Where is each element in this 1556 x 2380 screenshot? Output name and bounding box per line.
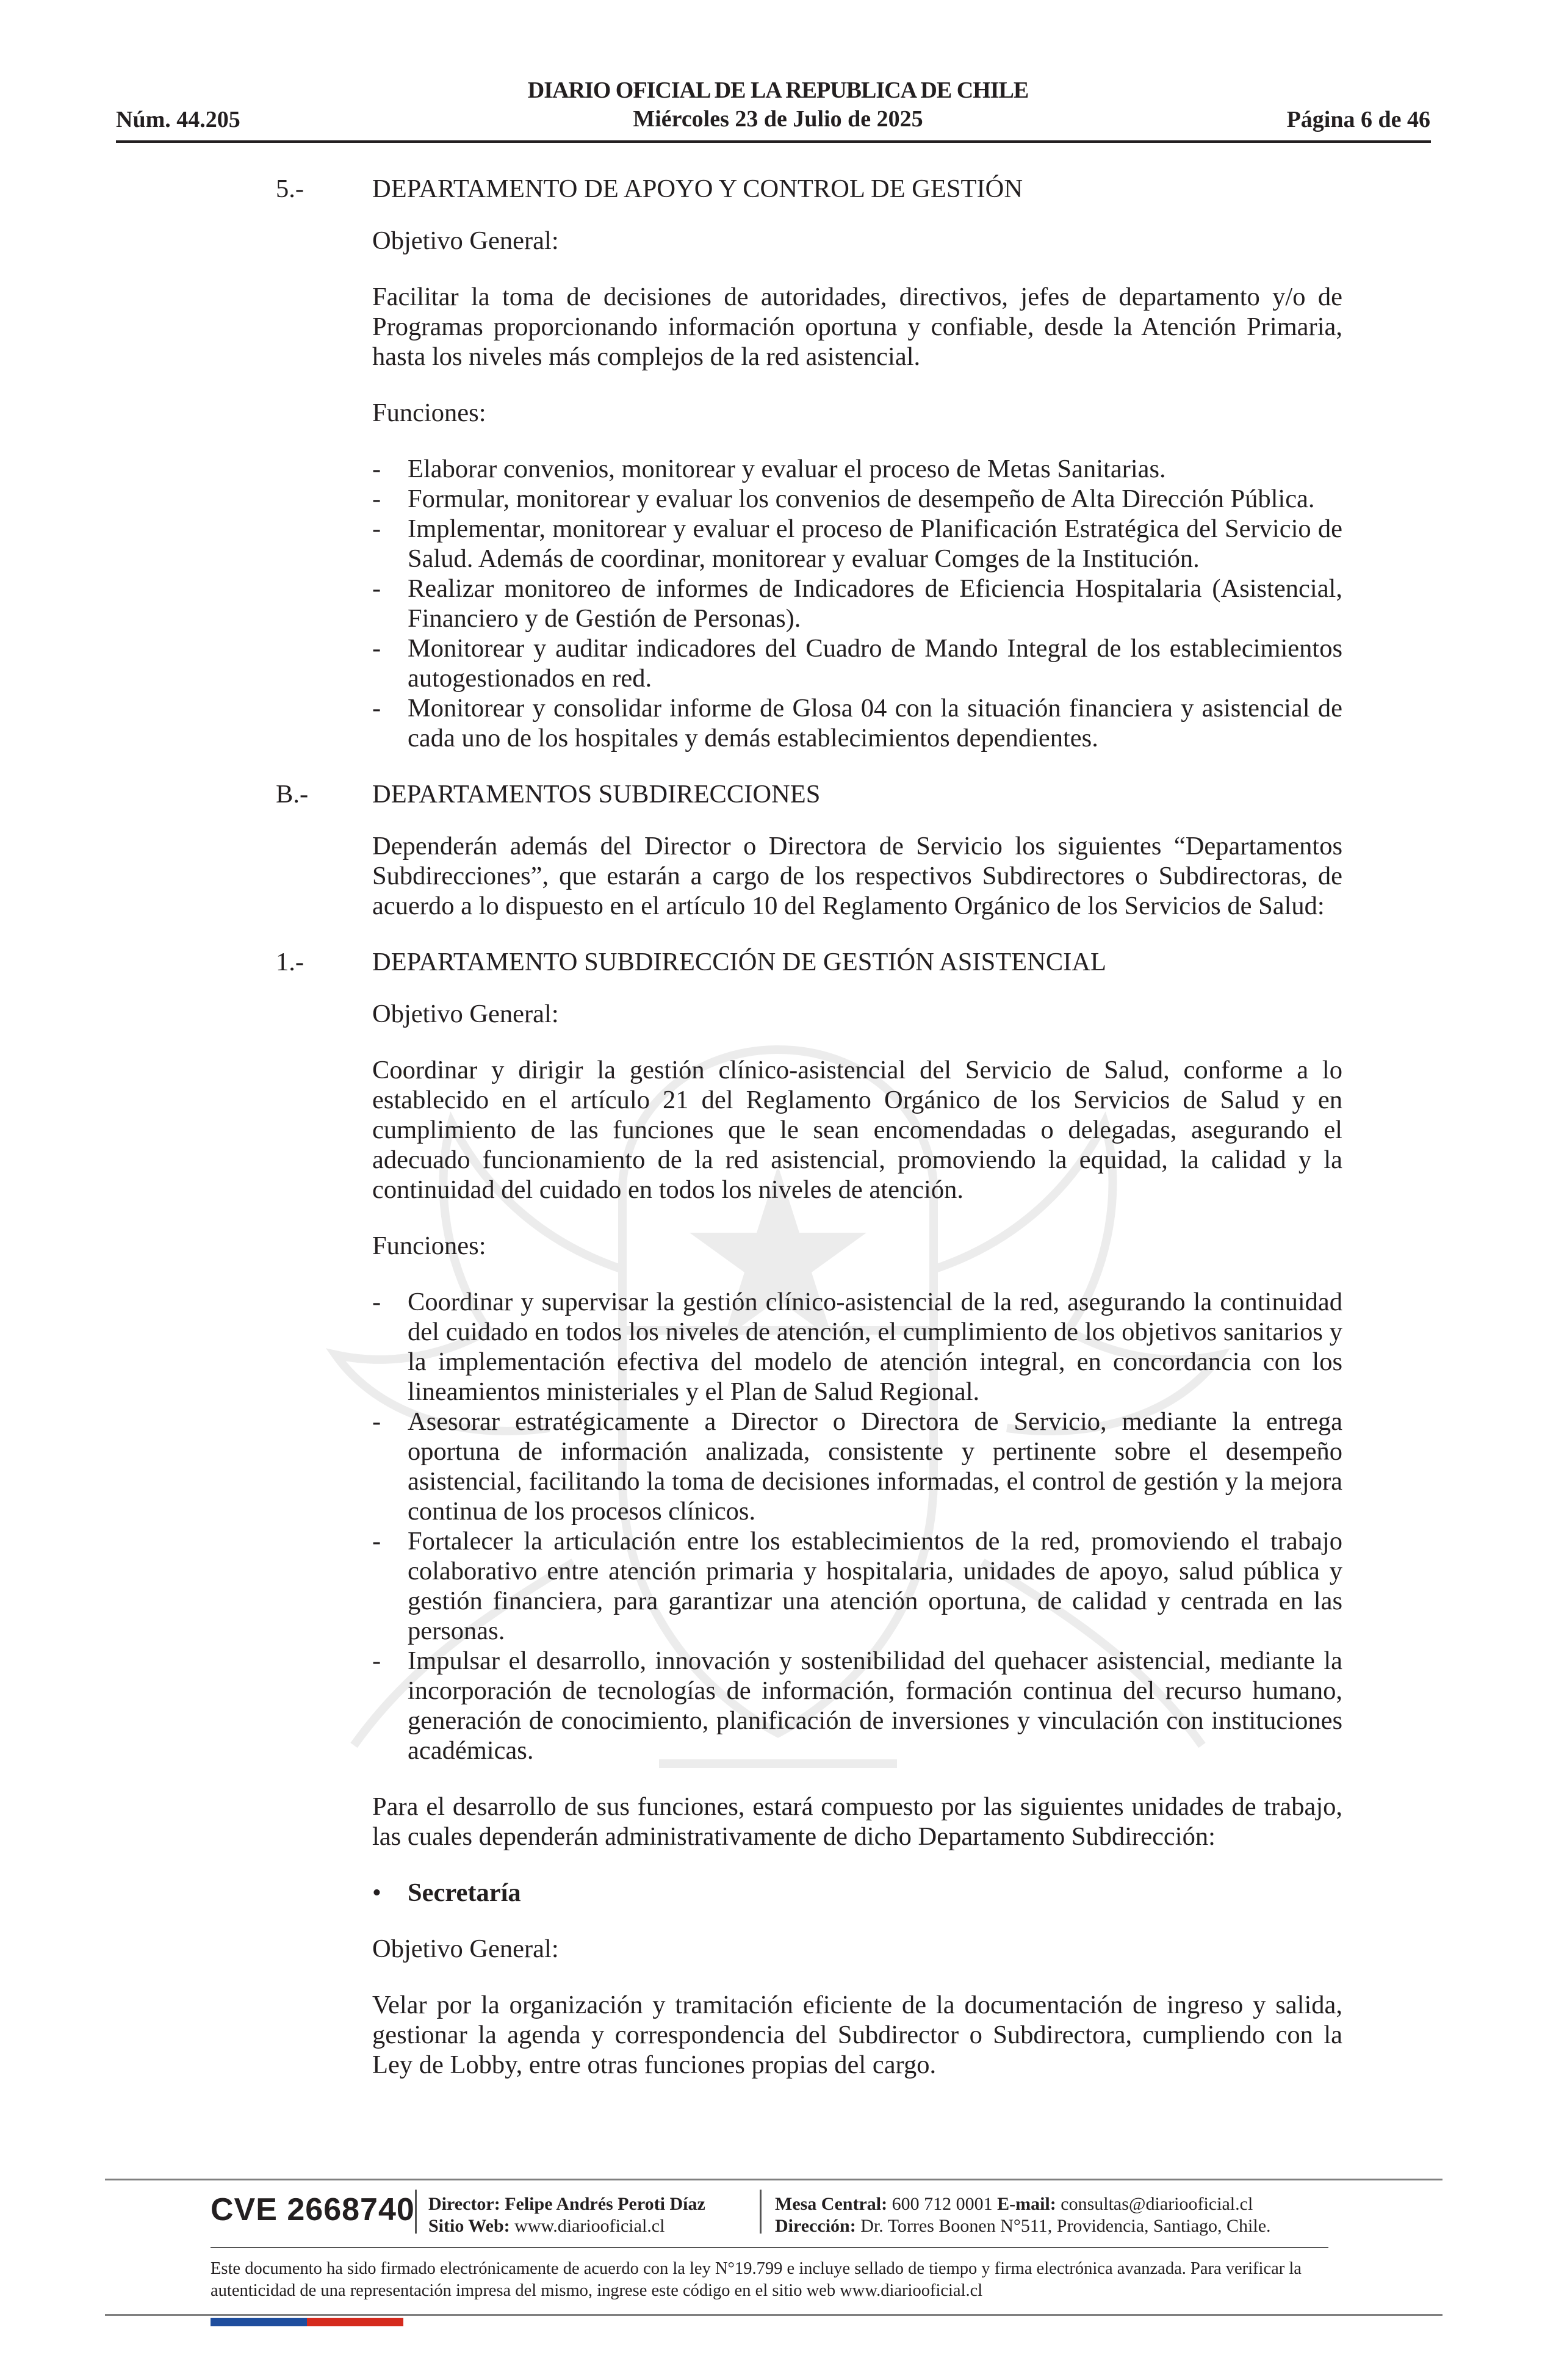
list-item: - Coordinar y supervisar la gestión clínico-asistencial de la red, asegurando la continuidad del cuidado en todos los niveles de atención, el cumplimiento de los objetivos sanitarios y la implementación efectiva del modelo de atención integral, en concordancia con los lineamientos ministeriales y el Plan de Salud Regional. xyxy=(372,1287,1342,1407)
units-intro: Para el desarrollo de sus funciones, estará compuesto por las siguientes unidades de trabajo, las cuales dependerán administrativamente de dicho Departamento Subdirección: xyxy=(372,1792,1342,1851)
bullet-icon: • xyxy=(372,1878,381,1907)
document-body xyxy=(276,174,1342,2106)
objective-label: Objetivo General: xyxy=(372,1000,559,1028)
section-b-heading xyxy=(276,779,1342,809)
functions-label: Funciones: xyxy=(372,398,486,427)
signature-note: Este documento ha sido firmado electrónicamente de acuerdo con la ley N°19.799 e incluye sellado de tiempo y firma electrónica avanzada. Para verificar la autenticidad de una representación impresa del mismo, ingrese este código en el sitio web www.diariooficial.cl xyxy=(211,2259,1302,2300)
footer-divider-mid xyxy=(211,2247,1328,2248)
unit-objective-text: Velar por la organización y tramitación eficiente de la documentación de ingreso y salida, gestionar la agenda y correspondencia del Subdirector o Subdirectora, cumpliendo con la Ley de Lobby, entre otras funciones propias del cargo. xyxy=(372,1991,1342,2079)
functions-label: Funciones: xyxy=(372,1231,486,1260)
section-number: 1.- xyxy=(276,948,304,976)
footer-separator xyxy=(760,2190,762,2234)
objective-text: Coordinar y dirigir la gestión clínico-asistencial del Servicio de Salud, conforme a lo establecido en el artículo 21 del Reglamento Orgánico de los Servicios de Salud y en cumplimiento de las funciones que le sean encomendadas o delegadas, asegurando el adecuado funcionamiento de la red asistencial, promoviendo la equidad, la calidad y la continuidad del cuidado en todos los niveles de atención. xyxy=(372,1056,1342,1204)
header-divider xyxy=(116,140,1431,143)
objective-label: Objetivo General: xyxy=(372,226,559,255)
list-item: - Asesorar estratégicamente a Director o Directora de Servicio, mediante la entrega oportuna de información analizada, consistente y pertinente sobre el desempeño asistencial, facilitando la toma de decisiones informadas, el control de gestión y la mejora continua de los procesos clínicos. xyxy=(372,1407,1342,1526)
list-item: - Formular, monitorear y evaluar los convenios de desempeño de Alta Dirección Pública. xyxy=(372,484,1342,514)
phone-value: 600 712 0001 xyxy=(891,2194,993,2214)
address-value: Dr. Torres Boonen N°511, Providencia, Santiago, Chile. xyxy=(860,2216,1271,2236)
web-label: Sitio Web: xyxy=(428,2216,510,2236)
journal-title: DIARIO OFICIAL DE LA REPUBLICA DE CHILE xyxy=(527,78,1029,103)
section-title: DEPARTAMENTO DE APOYO Y CONTROL DE GESTIÓN xyxy=(372,175,1023,203)
footer-divider-bottom xyxy=(105,2314,1443,2316)
email-label: E-mail: xyxy=(997,2194,1056,2214)
section-number: B.- xyxy=(276,780,309,809)
director-name: Felipe Andrés Peroti Díaz xyxy=(505,2194,705,2214)
section-b-text: Dependerán además del Director o Directora de Servicio los siguientes “Departamentos Subdirecciones”, que estarán a cargo de los respectivos Subdirectores o Subdirectoras, de acuerdo a lo dispuesto en el artículo 10 del Reglamento Orgánico de los Servicios de Salud: xyxy=(372,832,1342,920)
section-number: 5.- xyxy=(276,175,304,203)
functions-list xyxy=(372,1287,1342,1765)
issue-date: Miércoles 23 de Julio de 2025 xyxy=(633,106,923,132)
footer-divider-top xyxy=(105,2179,1443,2180)
issue-number: Núm. 44.205 xyxy=(116,107,240,132)
functions-list xyxy=(372,454,1342,753)
footer-separator xyxy=(415,2190,417,2234)
objective-text: Facilitar la toma de decisiones de autoridades, directivos, jefes de departamento y/o de Programas proporcionando información oportuna y confiable, desde la Atención Primaria, hasta los niveles más complejos de la red asistencial. xyxy=(372,283,1342,371)
phone-label: Mesa Central: xyxy=(775,2194,888,2214)
cve-code: CVE 2668740 xyxy=(211,2192,415,2227)
list-item: - Fortalecer la articulación entre los establecimientos de la red, promoviendo el trabajo colaborativo entre atención primaria y hospitalaria, unidades de apoyo, salud pública y gestión financiera, para garantizar una atención oportuna, de calidad y centrada en las personas. xyxy=(372,1526,1342,1646)
director-label: Director: xyxy=(428,2194,500,2214)
list-item: - Realizar monitoreo de informes de Indicadores de Eficiencia Hospitalaria (Asistencial, Financiero y de Gestión de Personas). xyxy=(372,574,1342,633)
list-item: - Implementar, monitorear y evaluar el proceso de Planificación Estratégica del Servicio de Salud. Además de coordinar, monitorear y evaluar Comges de la Institución. xyxy=(372,514,1342,574)
objective-label: Objetivo General: xyxy=(372,1935,559,1963)
list-item: - Elaborar convenios, monitorear y evaluar el proceso de Metas Sanitarias. xyxy=(372,454,1342,484)
web-link[interactable]: www.diariooficial.cl xyxy=(514,2216,665,2236)
footer-contact-block xyxy=(775,2193,1271,2237)
unit-name: Secretaría xyxy=(408,1878,521,1907)
section-5-heading xyxy=(276,174,1342,204)
page-number: Página 6 de 46 xyxy=(1286,107,1430,132)
flag-stripe-blue xyxy=(211,2318,307,2326)
section-title: DEPARTAMENTO SUBDIRECCIÓN DE GESTIÓN ASISTENCIAL xyxy=(372,948,1106,976)
flag-stripe-red xyxy=(307,2318,403,2326)
section-1-heading xyxy=(276,947,1342,977)
list-item: - Monitorear y consolidar informe de Glosa 04 con la situación financiera y asistencial de cada uno de los hospitales y demás establecimientos dependientes. xyxy=(372,693,1342,753)
email-link[interactable]: consultas@diariooficial.cl xyxy=(1061,2194,1253,2214)
list-item: - Impulsar el desarrollo, innovación y sostenibilidad del quehacer asistencial, mediante la incorporación de tecnologías de información, formación continua del recurso humano, generación de conocimiento, planificación de inversiones y vinculación con instituciones académicas. xyxy=(372,1646,1342,1765)
list-item: - Monitorear y auditar indicadores del Cuadro de Mando Integral de los establecimientos autogestionados en red. xyxy=(372,633,1342,693)
unit-heading xyxy=(372,1878,1342,1908)
footer-director-block xyxy=(428,2193,705,2237)
address-label: Dirección: xyxy=(775,2216,856,2236)
section-title: DEPARTAMENTOS SUBDIRECCIONES xyxy=(372,780,821,809)
